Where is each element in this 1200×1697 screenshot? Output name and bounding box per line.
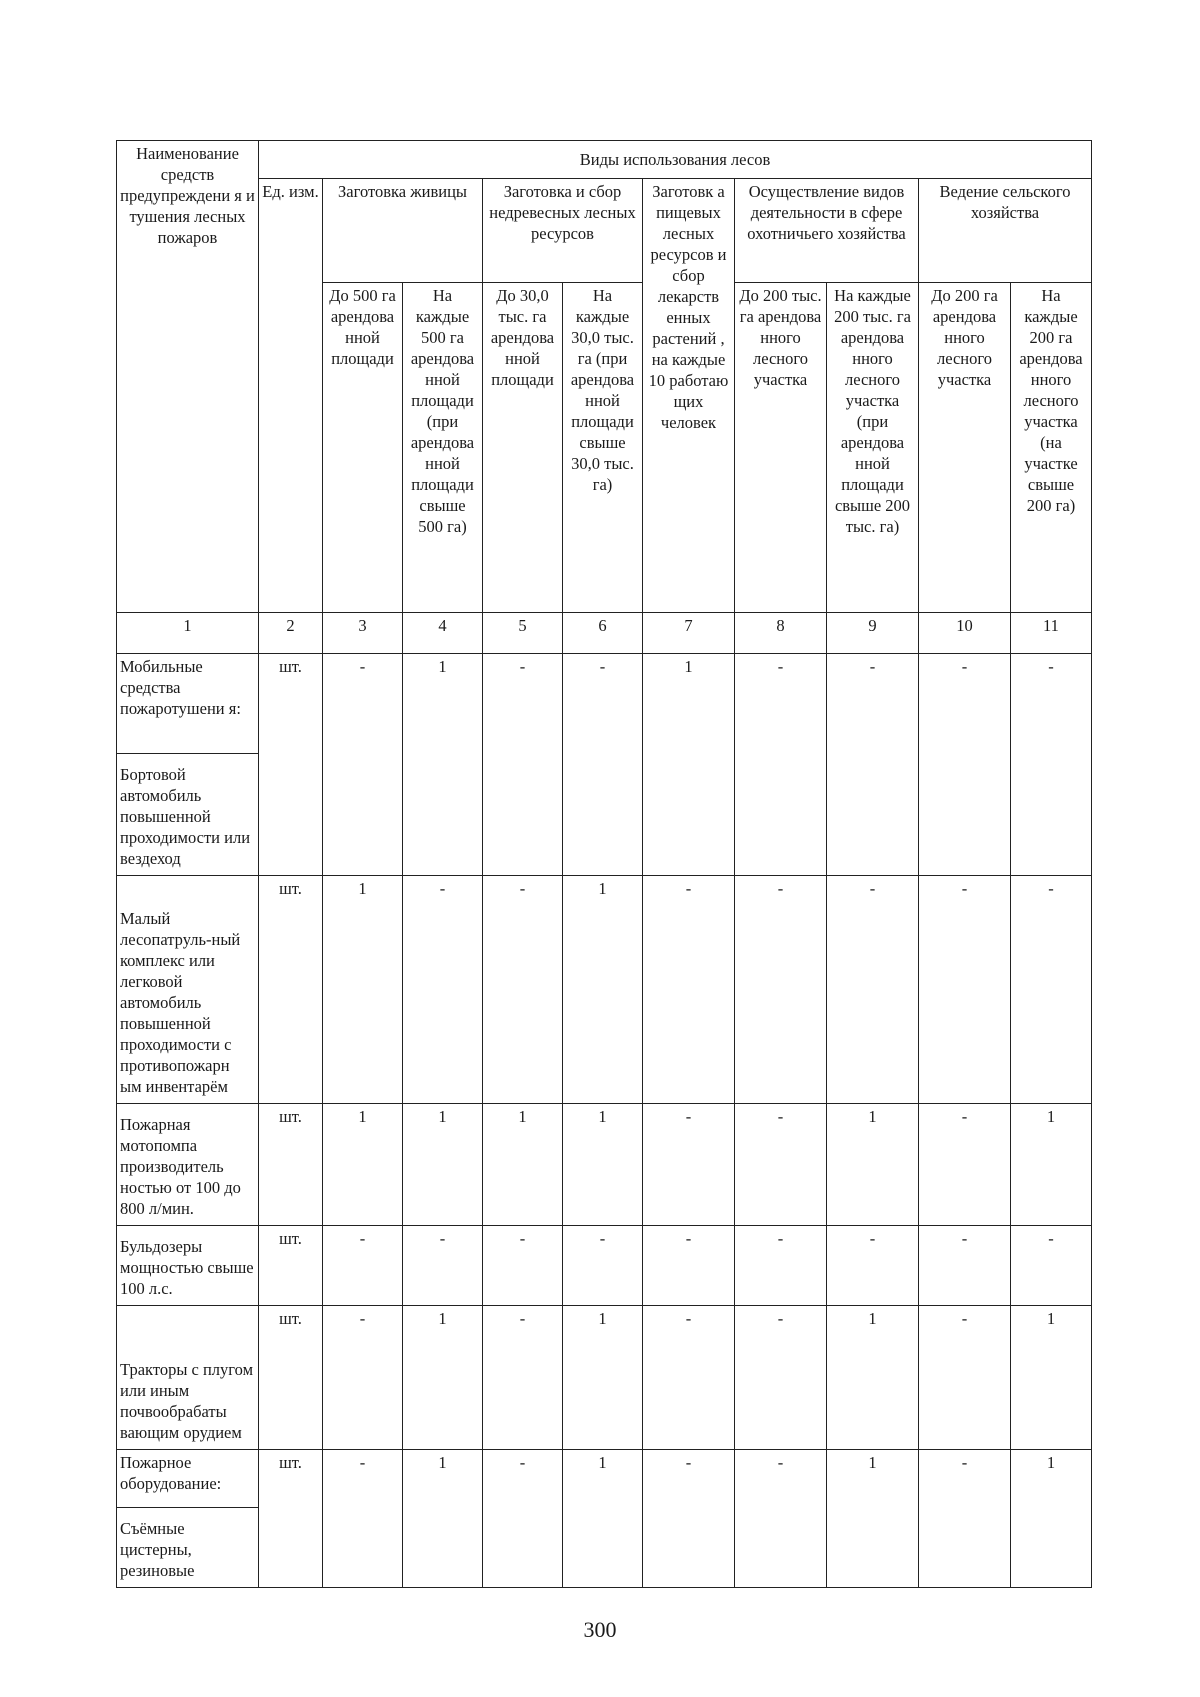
header-col-5: До 30,0 тыс. га арендова нной площади (483, 283, 563, 613)
row-name: Тракторы с плугом или иным почвообрабаты вающим орудием (117, 1306, 259, 1450)
value-cell: 1 (563, 1104, 643, 1226)
column-number: 1 (117, 613, 259, 654)
forest-fire-equipment-table (116, 140, 1092, 1588)
value-cell: - (735, 1226, 827, 1306)
value-cell: - (643, 1226, 735, 1306)
value-cell: - (919, 1306, 1011, 1450)
header-resin-harvesting: Заготовка живицы (323, 179, 483, 283)
table-row (117, 1226, 1092, 1306)
value-cell: - (827, 876, 919, 1104)
value-cell: - (483, 876, 563, 1104)
value-cell: - (643, 1450, 735, 1588)
table-row (117, 1104, 1092, 1226)
header-col-3: До 500 га арендова нной площади (323, 283, 403, 613)
column-number: 8 (735, 613, 827, 654)
value-cell: 1 (1011, 1306, 1092, 1450)
value-cell: - (643, 1306, 735, 1450)
row-name: Пожарная мотопомпа производитель ностью от 100 до 800 л/мин. (117, 1104, 259, 1226)
column-number: 2 (259, 613, 323, 654)
value-cell: - (643, 1104, 735, 1226)
section-title-equipment: Пожарное оборудование: (117, 1450, 259, 1508)
value-cell: - (735, 1306, 827, 1450)
value-cell: 1 (1011, 1450, 1092, 1588)
column-number: 7 (643, 613, 735, 654)
header-col-11: На каждые 200 га арендова нного лесного участка (на участке свыше 200 га) (1011, 283, 1092, 613)
header-col-4: На каждые 500 га арендова нной площади (при арендова нной площади свыше 500 га) (403, 283, 483, 613)
header-col-6: На каждые 30,0 тыс. га (при арендова нной площади свыше 30,0 тыс. га) (563, 283, 643, 613)
header-agriculture: Ведение сельского хозяйства (919, 179, 1092, 283)
value-cell: - (483, 1450, 563, 1588)
row-name: Съёмные цистерны, резиновые (117, 1508, 259, 1588)
row-name: Малый лесопатруль-ный комплекс или легковой автомобиль повышенной проходимости с противопожарн ым инвентарём (117, 876, 259, 1104)
value-cell: - (919, 1104, 1011, 1226)
value-cell: - (827, 1226, 919, 1306)
value-cell: - (323, 1226, 403, 1306)
unit-cell: шт. (259, 654, 323, 876)
column-number: 6 (563, 613, 643, 654)
column-number: 3 (323, 613, 403, 654)
value-cell: - (483, 1306, 563, 1450)
value-cell: 1 (643, 654, 735, 876)
page-number: 300 (583, 1617, 617, 1642)
value-cell: 1 (403, 654, 483, 876)
section-row (117, 654, 1092, 754)
section-title-mobile: Мобильные средства пожаротушени я: (117, 654, 259, 754)
value-cell: - (563, 1226, 643, 1306)
header-non-timber-resources: Заготовка и сбор недревесных лесных ресурсов (483, 179, 643, 283)
value-cell: 1 (403, 1104, 483, 1226)
unit-cell: шт. (259, 1306, 323, 1450)
value-cell: - (563, 654, 643, 876)
value-cell: 1 (563, 876, 643, 1104)
column-number: 4 (403, 613, 483, 654)
row-name: Бортовой автомобиль повышенной проходимости или вездеход (117, 754, 259, 876)
value-cell: - (1011, 876, 1092, 1104)
header-name-column: Наименование средств предупреждени я и тушения лесных пожаров (117, 141, 259, 613)
value-cell: - (323, 1450, 403, 1588)
value-cell: 1 (827, 1450, 919, 1588)
header-hunting-activities: Осуществление видов деятельности в сфере охотничьего хозяйства (735, 179, 919, 283)
value-cell: 1 (563, 1306, 643, 1450)
value-cell: - (483, 1226, 563, 1306)
column-number: 9 (827, 613, 919, 654)
value-cell: 1 (323, 1104, 403, 1226)
value-cell: 1 (827, 1104, 919, 1226)
row-name: Бульдозеры мощностью свыше 100 л.с. (117, 1226, 259, 1306)
value-cell: - (735, 1104, 827, 1226)
value-cell: - (827, 654, 919, 876)
section-row (117, 1450, 1092, 1508)
value-cell: - (643, 876, 735, 1104)
value-cell: - (403, 876, 483, 1104)
header-unit: Ед. изм. (259, 179, 323, 613)
value-cell: - (919, 876, 1011, 1104)
header-col-10: До 200 га арендова нного лесного участка (919, 283, 1011, 613)
value-cell: - (735, 876, 827, 1104)
value-cell: - (323, 1306, 403, 1450)
unit-cell: шт. (259, 1104, 323, 1226)
table-row (117, 1306, 1092, 1450)
header-col-8: До 200 тыс. га арендова нного лесного участка (735, 283, 827, 613)
value-cell: - (735, 654, 827, 876)
table-row (117, 876, 1092, 1104)
value-cell: - (919, 1226, 1011, 1306)
unit-cell: шт. (259, 876, 323, 1104)
unit-cell: шт. (259, 1450, 323, 1588)
value-cell: 1 (1011, 1104, 1092, 1226)
column-number: 10 (919, 613, 1011, 654)
value-cell: - (1011, 654, 1092, 876)
value-cell: - (919, 654, 1011, 876)
header-forest-use-types: Виды использования лесов (259, 141, 1092, 179)
value-cell: - (919, 1450, 1011, 1588)
value-cell: 1 (563, 1450, 643, 1588)
value-cell: - (1011, 1226, 1092, 1306)
value-cell: 1 (403, 1450, 483, 1588)
value-cell: - (483, 654, 563, 876)
value-cell: 1 (323, 876, 403, 1104)
header-food-resources: Заготовк а пищевых лесных ресурсов и сбор лекарств енных растений , на каждые 10 работаю щих человек (643, 179, 735, 613)
value-cell: 1 (403, 1306, 483, 1450)
column-number-row (117, 613, 1092, 654)
value-cell: 1 (827, 1306, 919, 1450)
unit-cell: шт. (259, 1226, 323, 1306)
value-cell: - (323, 654, 403, 876)
value-cell: - (403, 1226, 483, 1306)
value-cell: 1 (483, 1104, 563, 1226)
column-number: 11 (1011, 613, 1092, 654)
header-col-9: На каждые 200 тыс. га арендова нного лесного участка (при арендова нной площади свыше 200 тыс. га) (827, 283, 919, 613)
column-number: 5 (483, 613, 563, 654)
value-cell: - (735, 1450, 827, 1588)
